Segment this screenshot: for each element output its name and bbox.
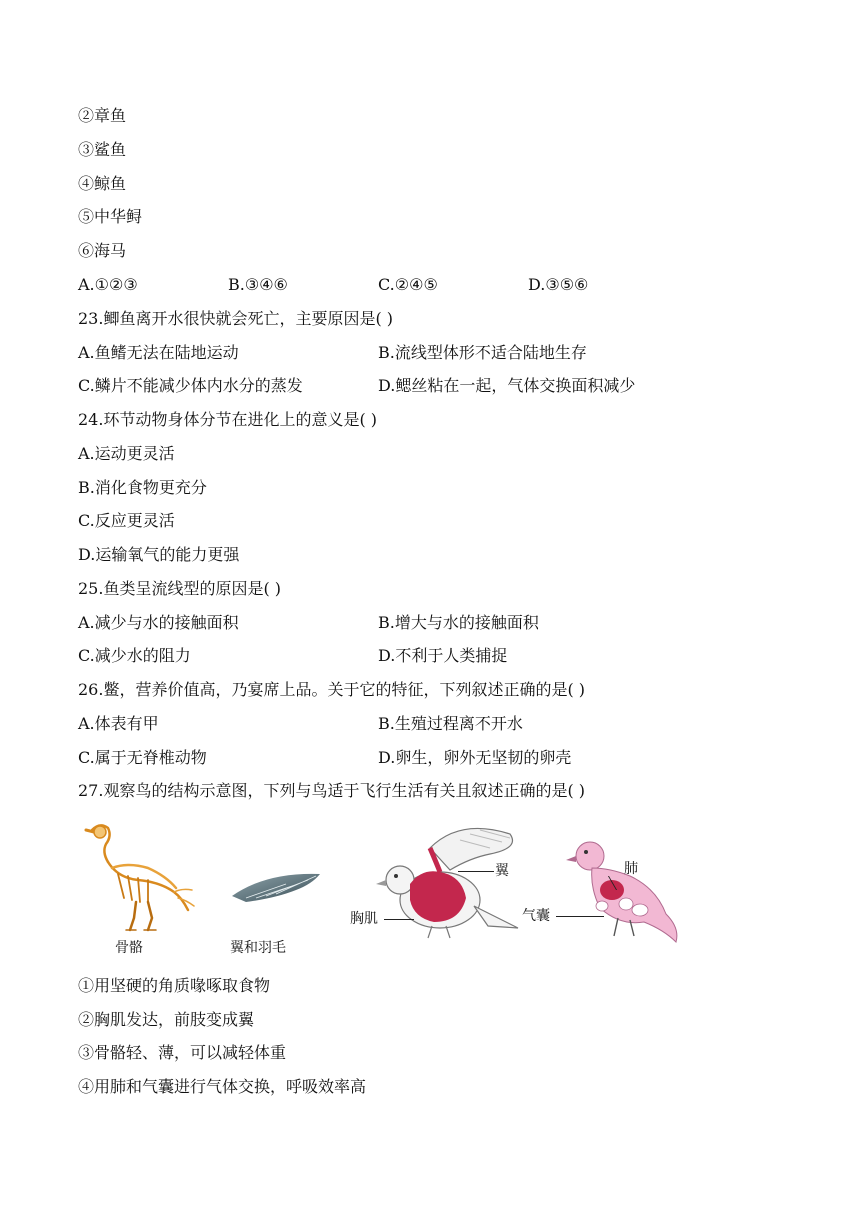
lung-air-sac-figure	[520, 818, 680, 958]
chest-muscle-drawing	[370, 818, 530, 943]
q25-option-a: A.减少与水的接触面积	[78, 613, 239, 632]
chest-muscle-label: 胸肌	[350, 911, 378, 927]
q22-option-a: A.①②③	[78, 275, 138, 294]
wing-figure	[226, 818, 326, 958]
bird-skeleton-figure	[78, 818, 198, 958]
air-sac-label: 气囊	[522, 908, 550, 924]
q25-option-d: D.不利于人类捕捉	[378, 646, 508, 665]
wing-part-pointer	[458, 871, 494, 872]
q24-stem: 24.环节动物身体分节在进化上的意义是( )	[78, 410, 378, 429]
bird-skeleton-drawing	[78, 818, 198, 936]
q27-statement-3: ③骨骼轻、薄，可以减轻体重	[78, 1043, 287, 1062]
q25-option-c: C.减少水的阻力	[78, 646, 191, 665]
q25-option-b: B.增大与水的接触面积	[378, 613, 539, 632]
q24-option-a: A.运动更灵活	[78, 444, 175, 463]
q27-statement-2: ②胸肌发达，前肢变成翼	[78, 1010, 255, 1029]
wing-drawing	[226, 862, 326, 942]
list-item: ⑤中华鲟	[78, 207, 143, 226]
list-item: ③鲨鱼	[78, 140, 127, 159]
q23-option-b: B.流线型体形不适合陆地生存	[378, 343, 587, 362]
wing-part-label: 翼	[495, 863, 509, 879]
q23-option-d: D.鳃丝粘在一起，气体交换面积减少	[378, 376, 636, 395]
skeleton-caption: 骨骼	[115, 940, 143, 956]
list-item: ②章鱼	[78, 106, 127, 125]
q26-option-d: D.卵生，卵外无坚韧的卵壳	[378, 748, 572, 767]
lung-label: 肺	[624, 861, 638, 877]
q23-option-a: A.鱼鳍无法在陆地运动	[78, 343, 239, 362]
q27-statement-4: ④用肺和气囊进行气体交换，呼吸效率高	[78, 1077, 367, 1096]
chest-muscle-pointer	[384, 919, 414, 920]
q23-option-c: C.鳞片不能减少体内水分的蒸发	[78, 376, 303, 395]
q27-statement-1: ①用坚硬的角质喙啄取食物	[78, 976, 271, 995]
list-item: ④鲸鱼	[78, 174, 127, 193]
q26-option-c: C.属于无脊椎动物	[78, 748, 207, 767]
q23-stem: 23.鲫鱼离开水很快就会死亡，主要原因是( )	[78, 309, 394, 328]
q22-option-d: D.③⑤⑥	[528, 275, 589, 294]
q24-option-b: B.消化食物更充分	[78, 478, 207, 497]
q22-option-b: B.③④⑥	[228, 275, 288, 294]
air-sac-pointer	[556, 916, 604, 917]
list-item: ⑥海马	[78, 241, 127, 260]
q25-stem: 25.鱼类呈流线型的原因是( )	[78, 579, 282, 598]
q24-option-c: C.反应更灵活	[78, 511, 175, 530]
chest-muscle-figure	[340, 818, 520, 958]
wing-caption: 翼和羽毛	[230, 940, 286, 956]
q26-stem: 26.鳖，营养价值高，乃宴席上品。关于它的特征，下列叙述正确的是( )	[78, 680, 586, 699]
q26-option-b: B.生殖过程离不开水	[378, 714, 523, 733]
q24-option-d: D.运输氧气的能力更强	[78, 545, 240, 564]
q27-stem: 27.观察鸟的结构示意图，下列与鸟适于飞行生活有关且叙述正确的是( )	[78, 781, 586, 800]
q26-option-a: A.体表有甲	[78, 714, 159, 733]
q22-option-c: C.②④⑤	[378, 275, 438, 294]
